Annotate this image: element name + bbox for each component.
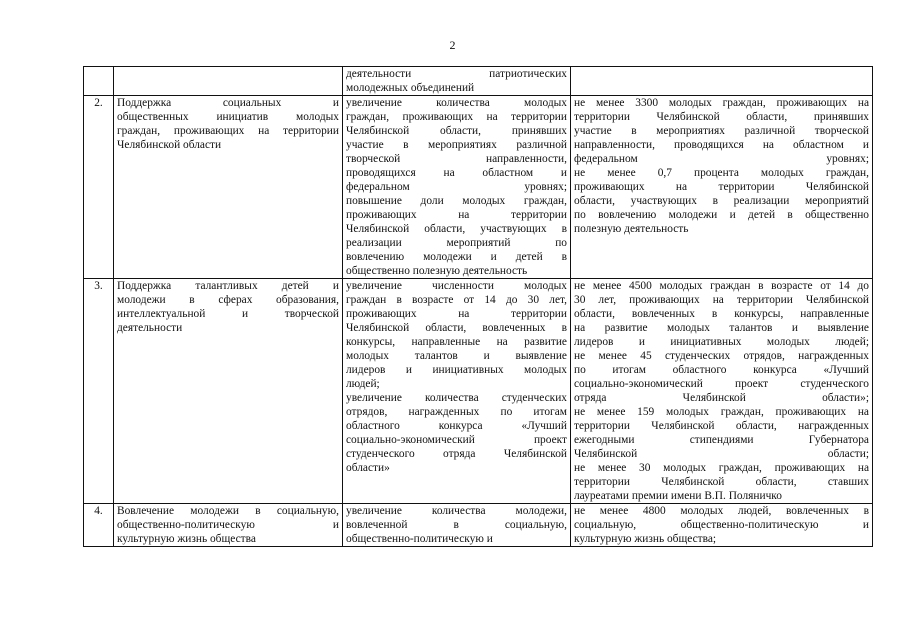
indicator-cell-line: отрядов, награжденных по итогам [346,406,567,418]
target-value-cell-line: направленности, проводящихся на областном и [574,139,869,151]
indicator-cell-line: проживающих на территории [346,308,567,320]
indicator-cell-line: участие в мероприятиях различной [346,139,567,151]
page-number: 2 [449,38,456,52]
target-value-cell-line: отряда Челябинской области»; [574,392,869,404]
indicator-cell-line: увеличение количества молодых [346,97,567,109]
target-value-cell-line: лидеров и инициативных молодых людей; [574,336,869,348]
row-number-cell: 2. [84,96,114,279]
target-value-cell-line: участие в мероприятиях различной творческой [574,125,869,137]
indicator-cell-line: проводящихся на областном и [346,167,567,179]
task-cell-line: культурную жизнь общества [117,533,256,545]
target-value-cell-line: Челябинской области; [574,448,869,460]
indicator-cell-line: увеличение численности молодых [346,280,567,292]
indicator-cell-line: повышение доли молодых граждан, [346,195,567,207]
target-value-cell-line: не менее 30 молодых граждан, проживающих на [574,462,869,474]
program-tasks-table [83,66,873,547]
target-value-cell-line: территории Челябинской области, ставших [574,476,869,488]
task-cell-line: деятельности [117,322,183,334]
indicator-cell-line: Челябинской области, участвующих в [346,223,567,235]
table-row [84,96,873,279]
indicator-cell-line: молодежных объединений [346,82,475,94]
target-value-cell-line: социально-экономический проект студенческого [574,378,869,390]
indicator-cell-line: граждан в возрасте от 14 до 30 лет, [346,294,567,306]
task-cell [114,96,343,279]
task-cell-line: Вовлечение молодежи в социальную, [117,505,339,517]
table-row [84,67,873,96]
target-value-cell-line: проживающих на территории Челябинской [574,181,869,193]
target-value-cell-line: не менее 0,7 процента молодых граждан, [574,167,869,179]
target-value-cell-line: ежегодными стипендиями Губернатора [574,434,869,446]
indicator-cell-line: федеральном уровнях; [346,181,567,193]
indicator-cell-line: Челябинской области, принявших [346,125,567,137]
indicator-cell-line: областного конкурса «Лучший [346,420,567,432]
task-cell [114,67,343,96]
indicator-cell-line: граждан, проживающих на территории [346,111,567,123]
target-value-cell-line: области, участвующих в реализации мероприятий [574,195,869,207]
target-value-cell-line: не менее 4500 молодых граждан в возрасте от 14 до [574,280,869,292]
target-value-cell-line: не менее 159 молодых граждан, проживающих на [574,406,869,418]
indicator-cell-line: конкурсы, направленные на развитие [346,336,567,348]
indicator-cell [343,67,571,96]
table-body [84,67,873,547]
indicator-cell-line: вовлечению молодежи и детей в [346,251,567,263]
target-value-cell [571,96,873,279]
table-row [84,279,873,504]
indicator-cell-line: молодых талантов и выявление [346,350,567,362]
target-value-cell-line: по итогам областного конкурса «Лучший [574,364,869,376]
indicator-cell-line: реализации мероприятий по [346,237,567,249]
target-value-cell-line: не менее 4800 молодых людей, вовлеченных в [574,505,869,517]
indicator-cell-line: увеличение количества молодежи, [346,505,567,517]
row-number-cell: 4. [84,504,114,547]
indicator-cell-line: увеличение количества студенческих [346,392,567,404]
row-number-cell: 3. [84,279,114,504]
row-number-cell [84,67,114,96]
target-value-cell-line: не менее 3300 молодых граждан, проживающих на [574,97,869,109]
indicator-cell-line: лидеров и инициативных молодых [346,364,567,376]
indicator-cell-line: Челябинской области, вовлеченных в [346,322,567,334]
task-cell [114,504,343,547]
task-cell-line: Челябинской области [117,139,222,151]
task-cell-line: граждан, проживающих на территории [117,125,339,137]
target-value-cell-line: территории Челябинской области, принявших [574,111,869,123]
task-cell-line: молодежи в сферах образования, [117,294,339,306]
target-value-cell-line: не менее 45 студенческих отрядов, награжденных [574,350,869,362]
indicator-cell [343,504,571,547]
indicator-cell-line: вовлеченной в социальную, [346,519,567,531]
target-value-cell-line: 30 лет, проживающих на территории Челябинской [574,294,869,306]
task-cell-line: общественных инициатив молодых [117,111,339,123]
target-value-cell-line: области, вовлеченных в конкурсы, направленные [574,308,869,320]
indicator-cell [343,279,571,504]
task-cell-line: Поддержка талантливых детей и [117,280,339,292]
indicator-cell-line: творческой направленности, [346,153,567,165]
indicator-cell-line: социально-экономический проект [346,434,567,446]
target-value-cell-line: лауреатами премии имени В.П. Поляничко [574,490,782,502]
indicator-cell-line: области» [346,462,390,474]
target-value-cell [571,504,873,547]
target-value-cell-line: социальную, общественно-политическую и [574,519,869,531]
indicator-cell-line: общественно-политическую и [346,533,493,545]
task-cell [114,279,343,504]
indicator-cell-line: проживающих на территории [346,209,567,221]
table-row [84,504,873,547]
target-value-cell-line: культурную жизнь общества; [574,533,717,545]
indicator-cell-line: общественно полезную деятельность [346,265,528,277]
indicator-cell-line: студенческого отряда Челябинской [346,448,567,460]
target-value-cell-line: территории Челябинской области, награжденных [574,420,869,432]
indicator-cell-line: людей; [346,378,380,390]
target-value-cell-line: по вовлечению молодежи и детей в общественно [574,209,869,221]
task-cell-line: общественно-политическую и [117,519,339,531]
task-cell-line: Поддержка социальных и [117,97,339,109]
target-value-cell-line: федеральном уровнях; [574,153,869,165]
task-cell-line: интеллектуальной и творческой [117,308,339,320]
target-value-cell [571,67,873,96]
target-value-cell-line: на развитие молодых талантов и выявление [574,322,869,334]
indicator-cell [343,96,571,279]
target-value-cell-line: полезную деятельность [574,223,689,235]
target-value-cell [571,279,873,504]
indicator-cell-line: деятельности патриотических [346,68,567,80]
